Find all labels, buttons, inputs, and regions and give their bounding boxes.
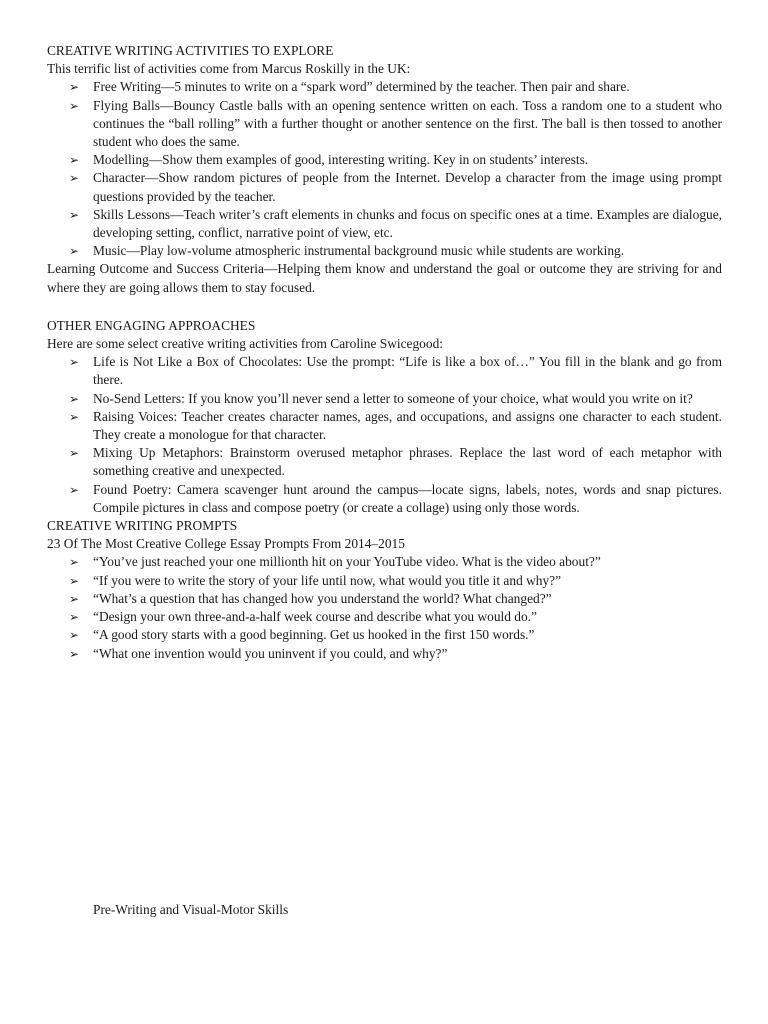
list-item-text: Modelling—Show them examples of good, interesting writing. Key in on students’ interests. <box>93 152 589 168</box>
arrow-bullet-icon: ➢ <box>69 207 80 222</box>
list-item-text: “What’s a question that has changed how you understand the world? What changed?” <box>93 590 552 606</box>
list-item <box>69 151 722 169</box>
list-item-text: Life is Not Like a Box of Chocolates: Use the prompt: “Life is like a box of…” You fill in the blank and go from there. <box>93 354 722 388</box>
arrow-bullet-icon: ➢ <box>69 80 80 95</box>
list-item <box>69 242 722 260</box>
section-creative-writing-prompts <box>47 517 722 663</box>
list-item-text: Character—Show random pictures of people from the Internet. Develop a character from the image using prompt questions provided by the teacher. <box>93 170 722 204</box>
arrow-bullet-icon: ➢ <box>69 628 80 643</box>
arrow-bullet-icon: ➢ <box>69 409 80 424</box>
list-item <box>69 78 722 96</box>
arrow-bullet-icon: ➢ <box>69 391 80 406</box>
bullet-list <box>47 78 722 260</box>
section-intro: Here are some select creative writing activities from Caroline Swicegood: <box>47 336 443 352</box>
arrow-bullet-icon: ➢ <box>69 591 80 606</box>
list-item <box>69 572 722 590</box>
list-item-text: Flying Balls—Bouncy Castle balls with an opening sentence written on each. Toss a random one to a student who continues the “ball rolling” with a further thought or another sentence on the first. The ball is then tossed to another student who does the same. <box>93 97 722 150</box>
list-item <box>69 353 722 389</box>
list-item-text: “What one invention would you uninvent if you could, and why?” <box>93 645 448 661</box>
list-item-text: Found Poetry: Camera scavenger hunt around the campus—locate signs, labels, notes, words and snap pictures. Compile pictures in class and compose poetry (or create a collage) using only those words. <box>93 481 722 515</box>
arrow-bullet-icon: ➢ <box>69 153 80 168</box>
bullet-list <box>47 553 722 662</box>
closing-paragraph: Learning Outcome and Success Criteria—Helping them know and understand the goal or outcome they are striving for and where they are going allows them to stay focused. <box>47 261 722 295</box>
arrow-bullet-icon: ➢ <box>69 446 80 461</box>
arrow-bullet-icon: ➢ <box>69 573 80 588</box>
list-item-text: Mixing Up Metaphors: Brainstorm overused metaphor phrases. Replace the last word of each metaphor with something creative and unexpected. <box>93 445 722 479</box>
list-item <box>69 626 722 644</box>
list-item <box>69 645 722 663</box>
section-intro: 23 Of The Most Creative College Essay Prompts From 2014–2015 <box>47 536 405 552</box>
section-heading: CREATIVE WRITING ACTIVITIES TO EXPLORE <box>47 43 334 58</box>
arrow-bullet-icon: ➢ <box>69 355 80 370</box>
list-item <box>69 390 722 408</box>
list-item <box>69 553 722 571</box>
arrow-bullet-icon: ➢ <box>69 98 80 113</box>
section-creative-writing-activities <box>47 42 722 297</box>
section-other-engaging-approaches <box>47 317 722 517</box>
section-heading: OTHER ENGAGING APPROACHES <box>47 317 256 333</box>
list-item-text: Music—Play low-volume atmospheric instrumental background music while students are working. <box>93 243 625 259</box>
arrow-bullet-icon: ➢ <box>69 171 80 186</box>
list-item-text: “If you were to write the story of your life until now, what would you title it and why?” <box>93 572 562 588</box>
arrow-bullet-icon: ➢ <box>69 482 80 497</box>
list-item-text: “A good story starts with a good beginning. Get us hooked in the first 150 words.” <box>93 627 535 643</box>
footer-title: Pre-Writing and Visual-Motor Skills <box>93 902 289 917</box>
section-spacer <box>47 297 722 317</box>
document-page <box>47 42 722 663</box>
list-item <box>69 481 722 517</box>
list-item-text: Free Writing—5 minutes to write on a “spark word” determined by the teacher. Then pair and share. <box>93 79 630 95</box>
list-item-text: “Design your own three-and-a-half week course and describe what you would do.” <box>93 609 537 625</box>
list-item <box>69 608 722 626</box>
list-item <box>69 590 722 608</box>
list-item-text: “You’ve just reached your one millionth hit on your YouTube video. What is the video about?” <box>93 554 601 570</box>
section-intro: This terrific list of activities come from Marcus Roskilly in the UK: <box>47 61 411 77</box>
arrow-bullet-icon: ➢ <box>69 555 80 570</box>
list-item-text: Raising Voices: Teacher creates character names, ages, and occupations, and assigns one character to each student. They create a monologue for that character. <box>93 408 722 443</box>
section-heading: CREATIVE WRITING PROMPTS <box>47 518 238 534</box>
list-item <box>69 97 722 152</box>
list-item-text: Skills Lessons—Teach writer’s craft elements in chunks and focus on specific ones at a time. Examples are dialogue, developing setting, conflict, narrative point of view, etc. <box>93 206 722 241</box>
list-item <box>69 408 722 444</box>
arrow-bullet-icon: ➢ <box>69 646 80 661</box>
list-item-text: No-Send Letters: If you know you’ll never send a letter to someone of your choice, what would you write on it? <box>93 390 693 406</box>
arrow-bullet-icon: ➢ <box>69 610 80 625</box>
bullet-list <box>47 353 722 517</box>
arrow-bullet-icon: ➢ <box>69 244 80 259</box>
list-item <box>69 206 722 242</box>
list-item <box>69 444 722 480</box>
list-item <box>69 169 722 205</box>
